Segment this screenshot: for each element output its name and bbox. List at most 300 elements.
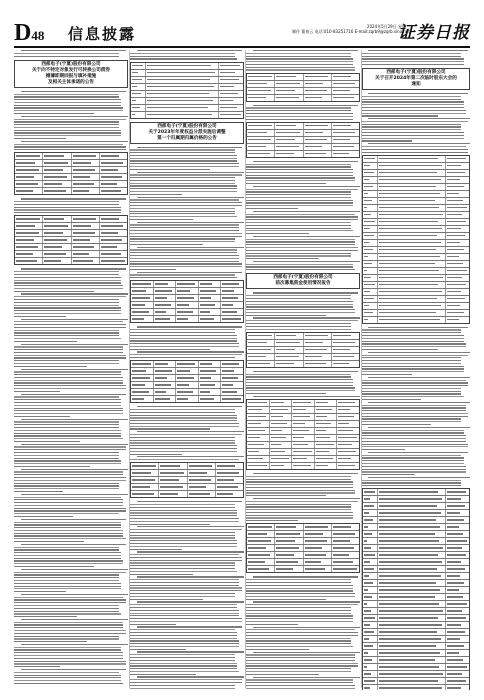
table-cell	[216, 484, 243, 490]
text-line	[362, 480, 461, 481]
table-cell	[100, 251, 127, 257]
text-line	[14, 622, 123, 623]
text-line	[246, 674, 319, 675]
table-cell	[43, 153, 71, 159]
text-line	[246, 479, 351, 480]
text-line	[246, 624, 298, 625]
text-line	[14, 374, 121, 375]
table-row	[131, 382, 243, 389]
text-line	[130, 241, 235, 242]
text-line	[246, 113, 353, 114]
table-row	[247, 449, 359, 456]
table-cell	[275, 559, 303, 565]
table-cell	[378, 608, 447, 614]
table-cell	[304, 88, 332, 94]
text-line	[362, 432, 464, 433]
text-line	[246, 393, 326, 394]
table-cell	[247, 95, 275, 101]
table-cell	[446, 559, 469, 565]
text-line	[246, 241, 355, 242]
table-cell	[275, 347, 303, 353]
table-row	[15, 181, 127, 188]
table-cell	[72, 223, 100, 229]
table-cell	[446, 261, 469, 267]
table-row	[131, 288, 243, 295]
table-row	[247, 559, 359, 566]
text-line	[362, 385, 468, 386]
table-row	[131, 396, 243, 402]
text-line	[130, 607, 237, 608]
table-row	[247, 88, 359, 95]
table-row	[363, 615, 469, 622]
table-cell	[446, 552, 469, 558]
table-cell	[446, 510, 469, 516]
text-line	[130, 417, 237, 418]
table-cell	[363, 685, 378, 690]
body-text	[362, 93, 470, 153]
table-cell	[363, 254, 378, 260]
text-line	[130, 188, 237, 189]
text-line	[368, 143, 470, 144]
table-cell	[72, 160, 100, 166]
table-cell	[199, 316, 222, 322]
text-line	[253, 498, 360, 499]
table-cell	[43, 167, 71, 173]
text-line	[130, 540, 237, 541]
text-line	[368, 327, 467, 328]
text-line	[362, 343, 466, 344]
table-cell	[292, 428, 315, 434]
text-line	[137, 601, 244, 602]
table-row	[247, 123, 359, 130]
table-cell	[315, 428, 338, 434]
table-cell	[199, 309, 222, 315]
text-line	[130, 657, 235, 658]
table-cell	[247, 354, 275, 360]
table-cell	[72, 258, 100, 264]
text-line	[130, 332, 235, 333]
table-row	[247, 463, 359, 469]
text-line	[130, 562, 235, 563]
text-line	[246, 53, 351, 54]
text-line	[362, 346, 466, 347]
table-cell	[378, 170, 447, 176]
text-line	[14, 474, 123, 475]
text-line	[130, 660, 235, 661]
text-line	[130, 249, 237, 250]
table-cell	[446, 303, 469, 309]
text-line	[362, 64, 464, 65]
text-line	[14, 505, 123, 506]
text-line	[246, 189, 358, 190]
table-cell	[378, 282, 447, 288]
table-row	[247, 545, 359, 552]
text-line	[14, 630, 126, 631]
text-line	[14, 499, 123, 500]
title-line: 西部电子(宁夏)股份有限公司	[41, 61, 101, 67]
table-cell	[363, 198, 378, 204]
table-cell	[446, 198, 469, 204]
table-cell	[131, 112, 146, 118]
text-line	[130, 512, 237, 513]
text-line	[246, 643, 351, 644]
body-text	[14, 268, 128, 684]
body-text	[362, 50, 470, 65]
text-line	[253, 317, 360, 318]
text-line	[362, 146, 466, 147]
table-cell	[221, 389, 243, 395]
text-line	[130, 277, 237, 278]
text-line	[14, 212, 121, 213]
table-row	[363, 156, 469, 163]
text-line	[130, 238, 235, 239]
text-line	[130, 682, 242, 683]
text-line	[130, 571, 237, 572]
text-line	[246, 172, 353, 173]
text-line	[362, 104, 464, 105]
table-cell	[378, 219, 447, 225]
text-line	[130, 521, 239, 522]
table-cell	[72, 237, 100, 243]
table-cell	[176, 361, 199, 367]
table-cell	[332, 95, 359, 101]
table-row	[131, 484, 243, 491]
table-cell	[446, 531, 469, 537]
table-cell	[72, 251, 100, 257]
text-line	[362, 374, 412, 375]
table-cell	[363, 671, 378, 677]
text-line	[246, 214, 355, 215]
text-line	[130, 557, 242, 558]
text-line	[130, 599, 203, 600]
table-cell	[363, 317, 378, 323]
text-line	[368, 452, 467, 453]
text-line	[130, 415, 237, 416]
table-cell	[446, 636, 469, 642]
table-cell	[216, 470, 243, 476]
text-line	[368, 118, 470, 119]
table-cell	[146, 91, 219, 97]
table-row	[363, 310, 469, 317]
table-row	[131, 295, 243, 302]
text-line	[362, 113, 466, 114]
table-cell	[146, 105, 219, 111]
text-line	[14, 357, 126, 358]
table-cell	[199, 396, 222, 402]
text-line	[14, 577, 119, 578]
table-cell	[292, 463, 315, 469]
table-cell	[247, 449, 270, 455]
text-line	[130, 426, 239, 427]
body-text	[246, 371, 360, 397]
table-cell	[332, 123, 359, 129]
text-line	[137, 197, 244, 198]
text-line	[130, 269, 176, 270]
text-line	[130, 624, 176, 625]
table-cell	[446, 671, 469, 677]
table-cell	[270, 449, 293, 455]
table-row	[131, 84, 243, 91]
table-cell	[378, 233, 447, 239]
text-line	[130, 335, 237, 336]
text-line	[246, 306, 353, 307]
text-line	[362, 466, 466, 467]
text-line	[14, 321, 123, 322]
table-row	[247, 361, 359, 367]
table-cell	[446, 296, 469, 302]
text-line	[246, 385, 353, 386]
table-cell	[363, 226, 378, 232]
table-cell	[159, 470, 187, 476]
table-row	[363, 524, 469, 531]
text-line	[130, 208, 235, 209]
text-line	[137, 676, 244, 677]
text-line	[21, 444, 128, 445]
text-line	[14, 588, 121, 589]
text-line	[130, 679, 242, 680]
text-line	[130, 219, 193, 220]
text-line	[14, 332, 119, 333]
text-line	[14, 305, 119, 306]
text-line	[362, 360, 461, 361]
text-line	[14, 424, 119, 425]
table-cell	[363, 538, 378, 544]
text-line	[14, 355, 126, 356]
table-cell	[176, 389, 199, 395]
text-line	[21, 344, 128, 345]
table-cell	[446, 240, 469, 246]
text-line	[368, 402, 470, 403]
table-row	[247, 531, 359, 538]
table-cell	[363, 615, 378, 621]
text-line	[130, 515, 237, 516]
table-cell	[247, 340, 275, 346]
text-line	[130, 349, 210, 350]
table-row	[363, 657, 469, 664]
table-row	[363, 163, 469, 170]
text-line	[14, 341, 77, 342]
text-line	[362, 115, 438, 116]
text-line	[14, 99, 121, 100]
table-cell	[154, 295, 177, 301]
table-cell	[378, 317, 447, 323]
table-row	[15, 160, 127, 167]
text-line	[137, 272, 242, 273]
text-line	[362, 132, 464, 133]
table-cell	[363, 177, 378, 183]
table-row	[247, 407, 359, 414]
text-line	[21, 569, 128, 570]
text-line	[362, 418, 461, 419]
table-cell	[363, 524, 378, 530]
text-line	[14, 313, 121, 314]
table-cell	[270, 456, 293, 462]
text-line	[14, 396, 119, 397]
table-cell	[363, 643, 378, 649]
table-cell	[304, 552, 332, 558]
text-line	[130, 668, 237, 669]
text-line	[130, 149, 235, 150]
table-cell	[15, 188, 43, 194]
table-cell	[378, 303, 447, 309]
text-line	[246, 301, 353, 302]
text-line	[14, 144, 123, 145]
text-line	[253, 677, 360, 678]
text-line	[246, 67, 355, 68]
text-line	[246, 61, 353, 62]
text-line	[14, 138, 66, 139]
text-line	[130, 613, 239, 614]
text-line	[362, 371, 464, 372]
article-title-1	[14, 60, 128, 88]
text-line	[130, 230, 239, 231]
table-cell	[378, 496, 447, 502]
text-line	[362, 140, 412, 141]
table-cell	[247, 463, 270, 469]
table-cell	[378, 559, 447, 565]
table-cell	[363, 240, 378, 246]
table-cell	[199, 389, 222, 395]
text-line	[130, 343, 239, 344]
table-cell	[131, 382, 154, 388]
text-line	[130, 258, 239, 259]
text-line	[14, 127, 119, 128]
text-line	[246, 615, 353, 616]
table-row	[131, 112, 243, 118]
article-title-2	[130, 122, 244, 144]
table-cell	[378, 163, 447, 169]
table-cell	[221, 316, 243, 322]
text-line	[14, 666, 60, 667]
text-line	[130, 177, 235, 178]
text-line	[362, 121, 468, 122]
table-cell	[292, 442, 315, 448]
table-cell	[247, 428, 270, 434]
table-cell	[72, 174, 100, 180]
text-line	[130, 412, 235, 413]
table-cell	[315, 400, 338, 406]
table-row	[363, 275, 469, 282]
table-cell	[219, 105, 243, 111]
body-text	[246, 50, 360, 71]
text-line	[14, 433, 121, 434]
table-cell	[446, 615, 469, 621]
table-cell	[131, 316, 154, 322]
text-line	[362, 107, 464, 108]
text-line	[246, 492, 355, 493]
text-line	[130, 357, 235, 358]
table-cell	[378, 240, 447, 246]
table-cell	[378, 657, 447, 663]
text-line	[130, 632, 237, 633]
table-row	[131, 98, 243, 105]
table-cell	[446, 212, 469, 218]
text-line	[14, 132, 121, 133]
table-cell	[337, 400, 359, 406]
text-line	[362, 410, 466, 411]
text-line	[14, 605, 119, 606]
text-line	[246, 638, 351, 639]
text-line	[246, 635, 358, 636]
text-line	[14, 463, 121, 464]
text-line	[130, 549, 182, 550]
text-line	[246, 484, 353, 485]
table-cell	[131, 105, 146, 111]
text-line	[130, 445, 237, 446]
table-cell	[446, 622, 469, 628]
table-cell	[247, 566, 275, 572]
text-line	[130, 180, 235, 181]
table-cell	[378, 296, 447, 302]
text-line	[14, 53, 119, 54]
text-line	[246, 599, 326, 600]
text-line	[362, 416, 468, 417]
text-line	[246, 298, 351, 299]
text-line	[130, 346, 239, 347]
table-cell	[247, 137, 275, 143]
table-cell	[199, 368, 222, 374]
text-line	[362, 126, 461, 127]
table-cell	[159, 463, 187, 469]
text-line	[14, 327, 126, 328]
table-cell	[363, 247, 378, 253]
text-line	[362, 441, 466, 442]
text-line	[130, 255, 239, 256]
table-cell	[332, 538, 359, 544]
body-text	[130, 406, 244, 460]
text-line	[14, 349, 123, 350]
table-cell	[446, 254, 469, 260]
text-line	[362, 96, 461, 97]
text-line	[130, 163, 239, 164]
text-line	[362, 338, 464, 339]
text-line	[137, 147, 242, 148]
text-line	[246, 382, 353, 383]
text-line	[137, 456, 244, 457]
table-cell	[43, 188, 71, 194]
table-cell	[332, 88, 359, 94]
table-cell	[446, 247, 469, 253]
table-cell	[363, 636, 378, 642]
text-line	[14, 638, 119, 639]
table-row	[247, 414, 359, 421]
table-cell	[188, 491, 216, 497]
table-cell	[363, 170, 378, 176]
table-cell	[378, 580, 447, 586]
table-cell	[247, 421, 270, 427]
text-line	[130, 604, 237, 605]
text-line	[246, 671, 351, 672]
table-row	[363, 580, 469, 587]
table-row	[363, 184, 469, 191]
table-cell	[275, 545, 303, 551]
table-cell	[43, 251, 71, 257]
table-cell	[221, 295, 243, 301]
text-line	[14, 488, 119, 489]
table-cell	[247, 123, 275, 129]
table-cell	[247, 88, 275, 94]
text-line	[362, 460, 464, 461]
table-cell	[100, 174, 127, 180]
text-line	[130, 160, 237, 161]
text-line	[253, 396, 360, 397]
text-line	[14, 207, 121, 208]
table-cell	[247, 559, 275, 565]
text-line	[246, 250, 358, 251]
title-line: 及相关主体承诺的公告	[48, 79, 94, 85]
table-cell	[446, 538, 469, 544]
text-line	[362, 485, 461, 486]
